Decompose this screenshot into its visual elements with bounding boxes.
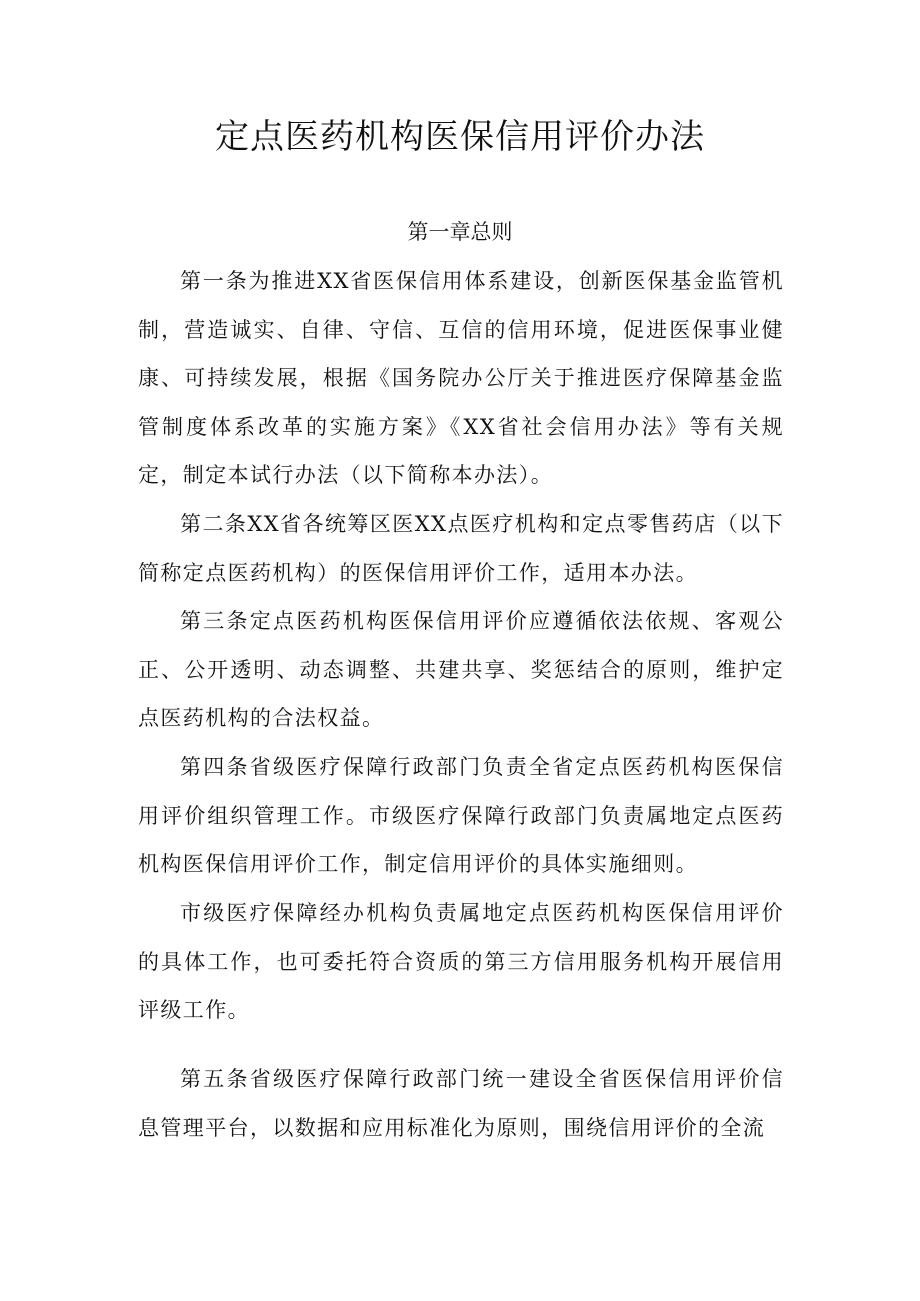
article-5-paragraph: 第五条省级医疗保障行政部门统一建设全省医保信用评价信息管理平台，以数据和应用标准化为原则，围绕信用评价的全流 xyxy=(138,1067,784,1140)
article-2-paragraph: 第二条XX省各统筹区医XX点医疗机构和定点零售药店（以下简称定点医药机构）的医保信用评价工作，适用本办法。 xyxy=(138,512,784,585)
article-1-paragraph: 第一条为推进XX省医保信用体系建设，创新医保基金监管机制，营造诚实、自律、守信、互信的信用环境，促进医保事业健康、可持续发展，根据《国务院办公厅关于推进医疗保障基金监管制度体系改革的实施方案》《XX省社会信用办法》等有关规定，制定本试行办法（以下简称本办法）。 xyxy=(138,269,784,488)
article-3-paragraph: 第三条定点医药机构医保信用评价应遵循依法依规、客观公正、公开透明、动态调整、共建共享、奖惩结合的原则，维护定点医药机构的合法权益。 xyxy=(138,609,784,731)
article-4-paragraph: 第四条省级医疗保障行政部门负责全省定点医药机构医保信用评价组织管理工作。市级医疗保障行政部门负责属地定点医药机构医保信用评价工作，制定信用评价的具体实施细则。 xyxy=(138,755,784,877)
article-4-sub-paragraph: 市级医疗保障经办机构负责属地定点医药机构医保信用评价的具体工作，也可委托符合资质的第三方信用服务机构开展信用评级工作。 xyxy=(138,901,784,1023)
chapter-title: 第一章总则 xyxy=(407,220,513,244)
document-title: 定点医药机构医保信用评价办法 xyxy=(215,117,705,157)
